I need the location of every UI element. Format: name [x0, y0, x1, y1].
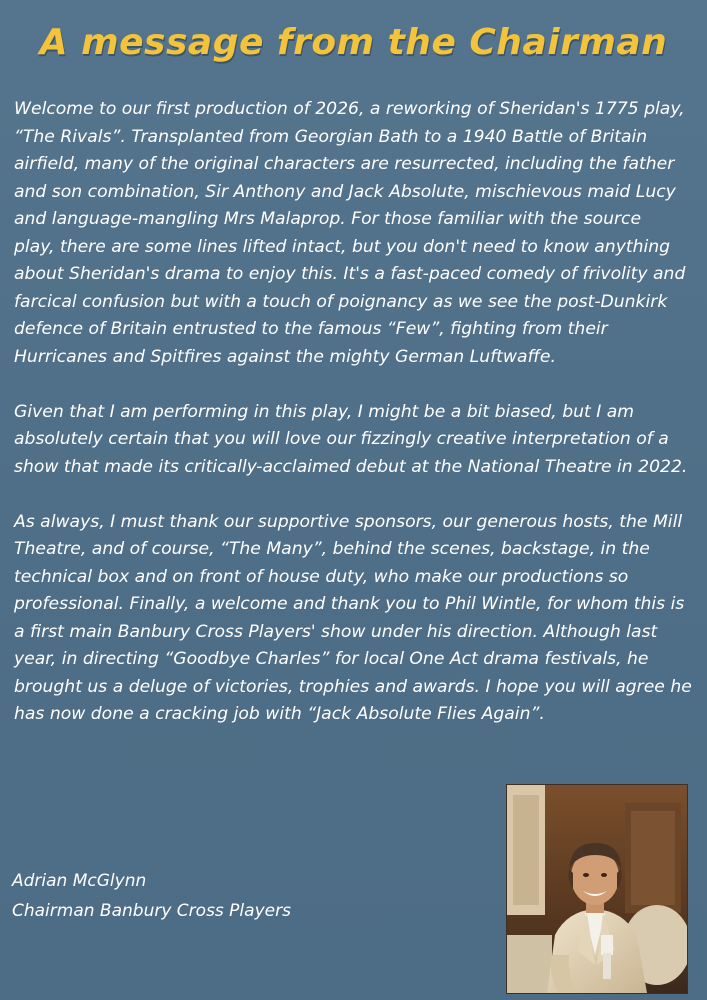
text-line: show that made its critically-acclaimed debut at the National Theatre in 2022. [14, 456, 688, 477]
text-line: and language-mangling Mrs Malaprop. For those familiar with the source [14, 209, 642, 229]
paragraph-thanks [14, 509, 690, 729]
signature-name: Adrian McGlynn [12, 871, 147, 891]
text-line: defence of Britain entrusted to the famous “Few”, fighting from their [14, 319, 608, 339]
text-line: and son combination, Sir Anthony and Jack Absolute, mischievous maid Lucy [14, 181, 676, 202]
text-line: technical box and on front of house duty, who make our productions so [14, 566, 629, 587]
chairman-photo-illustration [507, 785, 687, 993]
text-line: brought us a deluge of victories, trophies and awards. I hope you will agree he [14, 676, 692, 697]
page-title: A message from the Chairman [39, 22, 668, 63]
signature-block [12, 866, 291, 926]
text-line: year, in directing “Goodbye Charles” for local One Act drama festivals, he [14, 649, 649, 669]
text-line: Given that I am performing in this play, I might be a bit biased, but I am [14, 401, 635, 422]
paragraph-intro [14, 96, 690, 371]
paragraph-gap [14, 371, 690, 399]
text-line: Theatre, and of course, “The Many”, behind the scenes, backstage, in the [14, 539, 650, 559]
text-line: professional. Finally, a welcome and thank you to Phil Wintle, for whom this is [14, 594, 685, 614]
text-line: absolutely certain that you will love our fizzingly creative interpretation of a [14, 429, 669, 449]
text-line: “The Rivals”. Transplanted from Georgian Bath to a 1940 Battle of Britain [14, 126, 648, 147]
text-line: has now done a cracking job with “Jack Absolute Flies Again”. [14, 704, 545, 724]
paragraph-gap [14, 481, 690, 509]
signature-role: Chairman Banbury Cross Players [12, 901, 291, 921]
chairman-photo [506, 784, 688, 994]
paragraph-bias [14, 399, 690, 482]
message-body [14, 96, 690, 729]
text-line: As always, I must thank our supportive sponsors, our generous hosts, the Mill [14, 511, 683, 532]
text-line: airfield, many of the original characters are resurrected, including the father [14, 154, 675, 174]
text-line: Hurricanes and Spitfires against the mighty German Luftwaffe. [14, 346, 556, 367]
text-line: a first main Banbury Cross Players' show under his direction. Although last [14, 621, 658, 642]
text-line: play, there are some lines lifted intact, but you don't need to know anything [14, 236, 671, 257]
text-line: farcical confusion but with a touch of poignancy as we see the post-Dunkirk [14, 291, 668, 312]
text-line: about Sheridan's drama to enjoy this. It's a fast-paced comedy of frivolity and [14, 264, 686, 284]
text-line: Welcome to our first production of 2026, a reworking of Sheridan's 1775 play, [14, 99, 685, 119]
